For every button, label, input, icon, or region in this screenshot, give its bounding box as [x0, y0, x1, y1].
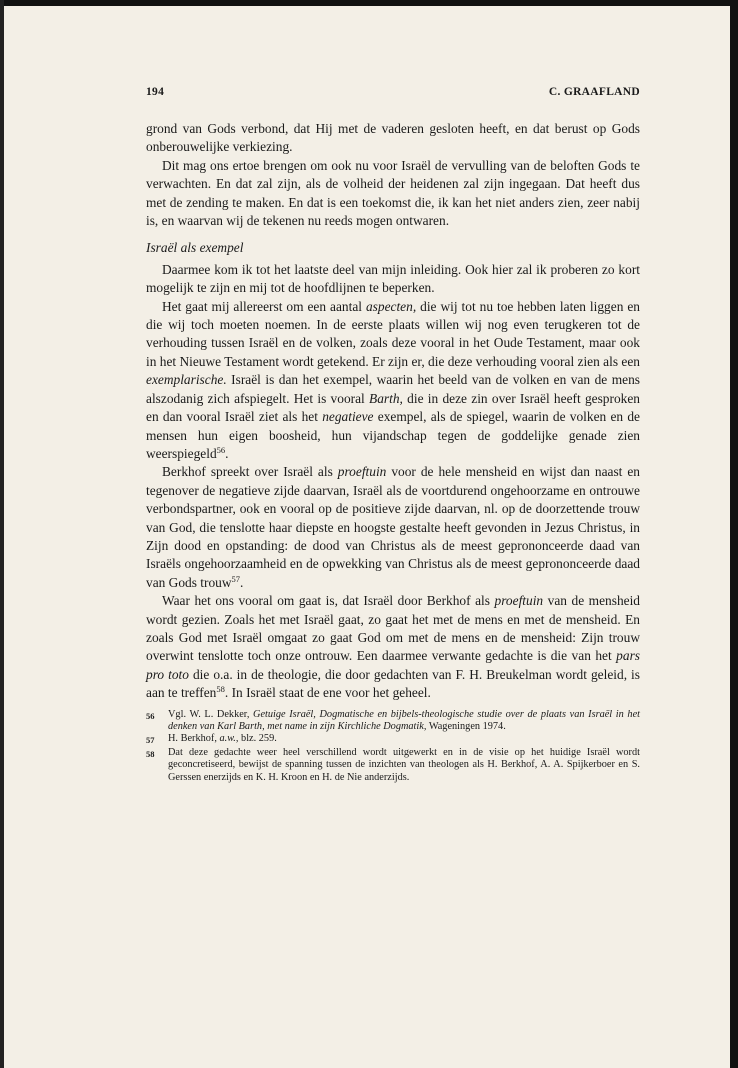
text-run: die wij tot nu toe hebben laten liggen en die wij toch moeten noemen. In de eerste plaats willen wij nog even terugkeren tot de verhouding tussen Israël en de volken, zoals deze vooral in het Oude Testament, maar ook in het Nieuwe Testament wordt getekend. Er zijn er, die deze verhouding vooral zien als een [146, 298, 640, 369]
text-run: . [225, 445, 229, 461]
footnote-58 [146, 747, 640, 784]
italic-run: proeftuin [494, 593, 544, 609]
section-heading: Israël als exempel [146, 240, 244, 256]
text-run: H. Berkhof, [168, 733, 220, 745]
text-run: die o.a. in de theologie, die door gedachten van F. H. Breukelman wordt geleid, is aan te treffen [146, 666, 640, 701]
footnote-56 [146, 709, 640, 734]
text-run: exempel, als de spiegel, waarin de volken en de mensen hun eigen boosheid, hun vijandschap tegen de goddelijke genade zien weerspiegeld [146, 409, 641, 461]
footnote-text: Dat deze gedachte weer heel verschillend wordt uitgewerkt en in de visie op het huidige Israël wordt geconcretiseerd, bewijst de spanning tussen de inzichten van theologen als H. Berkhof, A. A. Spijkerboer en S. Gerssen enerzijds en K. H. Kroon en H. de Nie anderzijds. [168, 746, 640, 783]
page-number: 194 [146, 86, 165, 98]
text-run: Wageningen 1974. [426, 721, 506, 732]
text-run: voor de hele mensheid en wijst dan naast en tegenover de negatieve zijde daarvan, Israël als de voortdurend ongehoorzame en ontrouwe verbondspartner, ook en vooral op de positieve zijde daarvan, nl. op de doorzettende trouw van God, die tenslotte haar diepste en hoogste gestalte heeft gevonden in Jezus Christus, in Zijn dood en opstanding: de dood van Christus als de meest geprononceerde daad van Israëls ongehoorzaamheid en de opwekking van Christus als de meest geprononceerde daad van Gods trouw [146, 464, 640, 590]
italic-run: Getuige Israël, Dogmatische en bijbels-theologische studie over de plaats van Israël in het denken van Karl Barth, met name in zijn Kirchliche Dogmatik, [168, 708, 641, 732]
italic-run: Barth, [369, 390, 403, 406]
text-run: . [240, 574, 244, 590]
footnote-number: 58 [146, 748, 155, 759]
text-run: die in deze zin over Israël heeft gesproken en dan vooral Israël ziet als het [146, 390, 640, 425]
paragraph-3: Daarmee kom ik tot het laatste deel van mijn inleiding. Ook hier zal ik proberen zo kort mogelijk te zijn en mij tot de hoofdlijnen te beperken. [146, 261, 640, 296]
italic-run: exemplarische. [146, 372, 227, 388]
italic-run: proeftuin [337, 464, 387, 480]
paragraph-6 [146, 592, 640, 702]
italic-run: pars pro toto [146, 648, 640, 682]
footnote-ref-56: 56 [216, 444, 226, 455]
italic-run: aspecten, [365, 298, 417, 314]
text-run: van de mensheid wordt gezien. Zoals het met Israël gaat, zo gaat het met de mens en met de mensheid. En zoals God met Israël omgaat zo gaat God om met de mens en de mensheid: Zijn trouw overwint tenslotte toch onze ontrouw. Een daarmee verwante gedachte is die van het [146, 593, 641, 664]
running-head-author: C. GRAAFLAND [548, 86, 640, 98]
footnote-ref-57: 57 [231, 573, 241, 584]
italic-run: negatieve [322, 409, 374, 425]
footnote-number: 57 [146, 735, 155, 746]
paragraph-2: Dit mag ons ertoe brengen om ook nu voor Israël de vervulling van de beloften Gods te verwachten. En dat zal zijn, als de volheid der heidenen zal zijn ingegaan. Dat heeft dus met de zending te maken. En dat is een toekomst die, ik kan het niet anders zien, zeer nabij is, en waarvan wij de tekenen nu reeds mogen ontwaren. [146, 157, 640, 229]
footnote-text [168, 733, 640, 746]
scan-border-top [0, 0, 738, 6]
footnote-ref-58: 58 [216, 684, 225, 695]
text-run: Berkhof spreekt over Israël als [162, 464, 338, 480]
footnotes [146, 709, 640, 784]
running-head [146, 86, 640, 106]
text-run: blz. 259. [238, 733, 277, 745]
italic-run: a.w., [219, 733, 239, 745]
text-run: Israël is dan het exempel, waarin het beeld van de volken en van de mens alszodanig zich afspiegelt. Het is vooral [146, 372, 640, 406]
paragraph-1: grond van Gods verbond, dat Hij met de vaderen gesloten heeft, en dat berust op Gods onberouwelijke verkiezing. [146, 121, 640, 155]
text-run: Vgl. W. L. Dekker, [168, 708, 254, 720]
book-page [146, 86, 640, 784]
scan-border-right [730, 0, 738, 1068]
paragraph-5 [146, 463, 640, 592]
text-run: Het gaat mij allereerst om een aantal [162, 298, 366, 314]
footnote-number: 56 [146, 710, 155, 721]
body-text [146, 120, 640, 703]
scan-border-left [0, 0, 4, 1068]
footnote-text [168, 709, 640, 734]
text-run: . In Israël staat de ene voor het geheel. [224, 685, 431, 701]
paragraph-4 [146, 298, 640, 464]
footnote-57 [146, 733, 640, 746]
text-run: Waar het ons vooral om gaat is, dat Israël door Berkhof als [162, 593, 495, 609]
